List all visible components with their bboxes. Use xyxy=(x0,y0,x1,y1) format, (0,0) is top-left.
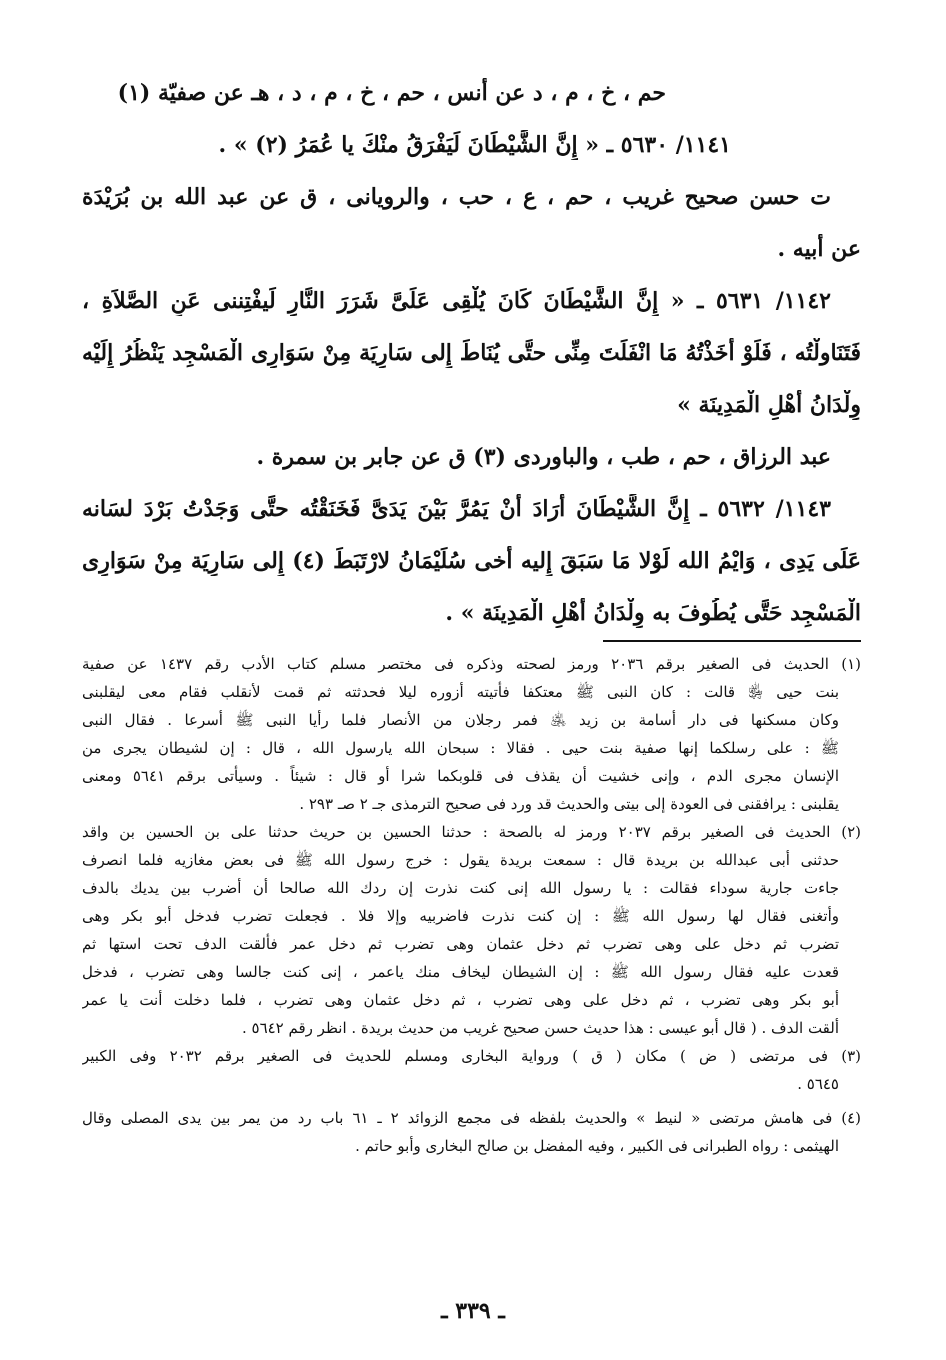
footnote-line: الهيثمى : رواه الطبرانى فى الكبير ، وفيه المفضل بن صالح البخارى وأبو حاتم . xyxy=(355,1137,839,1155)
footnote-separator xyxy=(603,640,861,642)
footnote-line: جاءت جارية سوداء فقالت : يا رسول الله إنى كنت نذرت إن ردك الله صالحا أن أضرب بين يديك بالدف xyxy=(82,879,839,897)
hadith-1141: ١١٤١/ ٥٦٣٠ ـ « إِنَّ الشَّيْطَانَ لَيَفْرَقُ منْكَ يا عُمَرُ (٢) » . xyxy=(218,132,731,158)
main-line: عَلَى يَدِى ، وَايْمُ الله لَوْلا مَا سَبَقَ إِليه أخى سُلَيْمَانُ لارْتَبَطَ (٤) إِلى سَارِيَة مِنْ سَوَارِى xyxy=(82,548,861,574)
footnote-line: ﷺ : على رسلكما إنها صفية بنت حيى . فقالا : سبحان الله يارسول الله ، قال : إن لشيطان يجرى من xyxy=(82,739,839,757)
footnote-line: قعدت عليه فقال رسول الله ﷺ : إن الشيطان ليخاف منك ياعمر ، إنى كنت جالسا وهى تضرب ، فدخل xyxy=(82,963,839,981)
footnote-line: ٥٦٤٥ . xyxy=(797,1075,839,1093)
footnote-line: ألقت الدف . ( قال أبو عيسى : هذا حديث حسن صحيح غريب من حديث بريدة . انظر رقم ٥٦٤٢ . xyxy=(241,1019,839,1037)
main-line: فَتَنَاولْتُه ، فَلَوْ أَخَذْتُهُ مَا انْفَلَتَ مِنِّى حتَّى يُنَاطَ إِلى سَارِيَة مِنْ سَوَارِى الْمَسْجِد يَنْظُرُ إِلَيْه xyxy=(82,340,861,366)
footnote-line: بنت حيى ﵂ قالت : كان النبى ﷺ معتكفا فأتيته أزوره ليلا فحدثته ثم قمت لأنقلب فقام معى ليقلبنى xyxy=(82,683,839,701)
main-line: ت حسن صحيح غريب ، حم ، ع ، حب ، والرويانى ، ق عن عبد الله بن بُرَيْدَة xyxy=(82,184,831,210)
footnotes xyxy=(82,650,861,1160)
footnote-2: (٢) الحديث فى الصغير برقم ٢٠٣٧ ورمز له بالصحة : حدثنا الحسين بن حريث حدثنا على بن الحسين بن واقد xyxy=(82,823,861,841)
main-line: حم ، خ ، م ، د عن أنس ، حم ، خ ، م ، د ، هـ عن صفيّة (١) xyxy=(117,80,666,106)
footnote-1: (١) الحديث فى الصغير برقم ٢٠٣٦ ورمز لصحته وذكره فى مختصر مسلم كتاب الأدب رقم ١٤٣٧ عن صفية xyxy=(82,655,861,673)
main-line: الْمَسْجِد حَتَّى يُطُوفَ به وِلْدَانُ أَهْلِ الْمَدِينَة » . xyxy=(445,600,861,626)
main-line: عبد الرزاق ، حم ، طب ، والباوردى (٣) ق عن جابر بن سمرة . xyxy=(256,444,831,470)
footnote-line: أبو بكر وهى تضرب ، ثم دخل على وهى تضرب ، ثم دخل عثمان وهى تضرب ، فلما دخلت أنت يا عمر xyxy=(82,991,839,1009)
footnote-line: وكان مسكنها فى دار أسامة بن زيد ﵁ فمر رجلان من الأنصار فلما رأيا النبى ﷺ أسرعا . فقال النبى xyxy=(82,711,839,729)
footnote-3: (٣) فى مرتضى ( ض ) مكان ( ق ) ورواية البخارى ومسلم للحديث فى الصغير برقم ٢٠٣٢ وفى الكبير xyxy=(82,1047,861,1065)
footnote-line: حدثنى أبى عبدالله بن بريدة قال : سمعت بريدة يقول : خرج رسول الله ﷺ فى بعض مغازيه فلما انصرف xyxy=(82,851,839,869)
main-line: وِلْدَانُ أَهْلِ الْمَدِينَة » xyxy=(677,392,861,418)
footnote-line: تضرب ثم دخل على وهى تضرب ثم دخل عثمان وهى تضرب ثم دخل عمر فألقت الدف تحت استها ثم xyxy=(82,935,839,953)
hadith-1142: ١١٤٢/ ٥٦٣١ ـ « إِنَّ الشَّيْطَانَ كَانَ يُلْقِى عَلَىَّ شَرَرَ النَّارِ لَيفْتِننى عَنِ الصَّلاَةِ ، xyxy=(82,288,831,314)
footnote-line: وأتغنى فقال لها رسول الله ﷺ : إن كنت نذرت فاضربيه وإلا فلا . فجعلت تضرب فدخل أبو بكر وهى xyxy=(82,907,839,925)
footnote-4: (٤) فى هامش مرتضى « لنيط » والحديث بلفظه فى مجمع الزوائد ٢ ـ ٦١ باب رد من يمر بين يدى المصلى وقال xyxy=(82,1109,861,1127)
main-line: عن أبيه . xyxy=(777,236,861,262)
footnote-line: يقلبنى : يرافقنى فى العودة إلى بيتى والحديث قد ورد فى صحيح الترمذى جـ ٢ صـ ٢٩٣ . xyxy=(299,795,839,813)
footnote-line: الإنسان مجرى الدم ، وإنى خشيت أن يقذف فى قلوبكما شرا أو قال : شيئاً . وسيأتى برقم ٥٦٤١ ومعنى xyxy=(82,767,839,785)
hadith-1143: ١١٤٣/ ٥٦٣٢ ـ إِنَّ الشَّيْطَانَ أَرَادَ أَنْ يَمُرَّ بَيْنَ يَدَىَّ فَخَنَقْتُه حتَّى وَجَدْتُ بَرْدَ لسَانه xyxy=(82,496,831,522)
page-number: ـ ٣٣٩ ـ xyxy=(441,1298,505,1324)
main-text xyxy=(82,78,861,628)
